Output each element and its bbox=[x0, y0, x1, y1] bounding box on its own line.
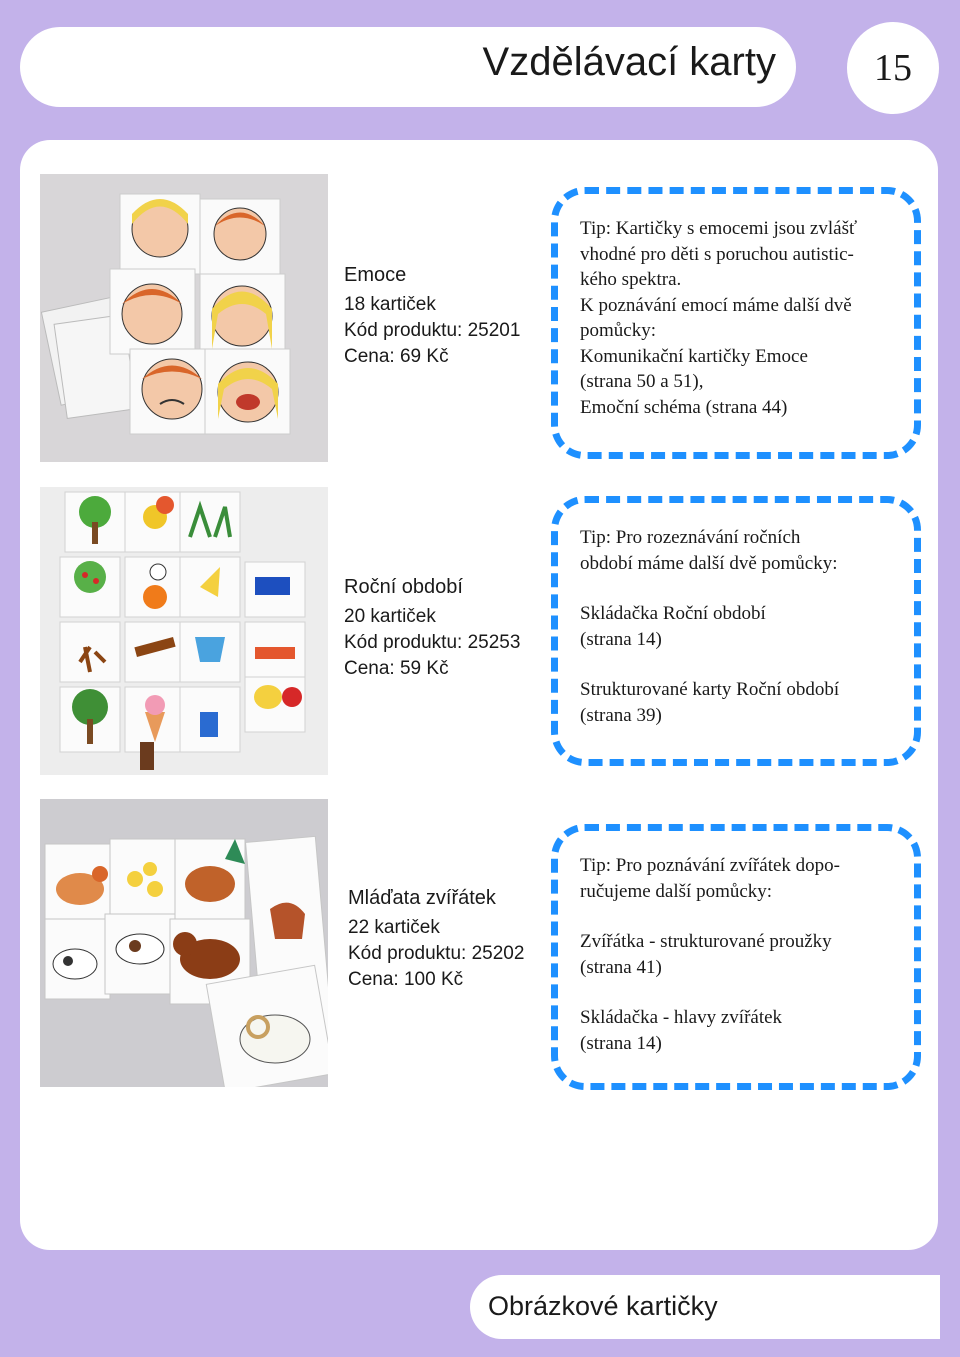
product-rocni-obdobi bbox=[344, 574, 520, 682]
product-code: Kód produktu: 25202 bbox=[348, 943, 525, 964]
tip-line: Zvířátka - strukturované proužky bbox=[580, 931, 832, 952]
tip-line: (strana 50 a 51), bbox=[580, 371, 704, 392]
product-code: Kód produktu: 25253 bbox=[344, 632, 521, 653]
product-mladata-zviratek bbox=[348, 885, 524, 993]
product-count: 20 kartiček bbox=[344, 606, 436, 627]
product-price: Cena: 69 Kč bbox=[344, 346, 449, 367]
tip-line: Tip: Kartičky s emocemi jsou zvlášť bbox=[580, 218, 858, 239]
page-number: 15 bbox=[847, 22, 939, 114]
tip-line: ručujeme další pomůcky: bbox=[580, 880, 773, 902]
tip-box-rocni-obdobi bbox=[551, 496, 921, 766]
tip-line: Tip: Pro poznávání zvířátek dopo- bbox=[580, 855, 840, 876]
tip-line: Komunikační kartičky Emoce bbox=[580, 345, 808, 367]
tip-line: (strana 39) bbox=[580, 704, 662, 726]
animals-cards-photo bbox=[40, 799, 328, 1087]
product-name: Emoce bbox=[344, 264, 407, 286]
tip-line: (strana 14) bbox=[580, 628, 662, 650]
tip-line: Tip: Pro rozeznávání ročních bbox=[580, 527, 801, 548]
product-count: 22 kartiček bbox=[348, 917, 440, 938]
tip-line: vhodné pro děti s poruchou autistic- bbox=[580, 243, 854, 265]
tip-spacer bbox=[580, 904, 890, 929]
product-name: Roční období bbox=[344, 576, 463, 598]
product-code: Kód produktu: 25201 bbox=[344, 320, 521, 341]
tip-box-mladata bbox=[551, 824, 921, 1090]
tip-line: (strana 14) bbox=[580, 1032, 662, 1054]
tip-spacer bbox=[580, 980, 890, 1005]
page-title: Vzdělávací karty bbox=[482, 40, 776, 84]
seasons-cards-photo bbox=[40, 487, 328, 775]
product-price: Cena: 59 Kč bbox=[344, 658, 449, 679]
emotions-cards-photo bbox=[40, 174, 328, 462]
tip-line: období máme další dvě pomůcky: bbox=[580, 552, 838, 574]
tip-line: Skládačka Roční období bbox=[580, 603, 766, 624]
tip-line: Strukturované karty Roční období bbox=[580, 679, 840, 700]
tip-line: (strana 41) bbox=[580, 956, 662, 978]
product-name: Mláďata zvířátek bbox=[348, 887, 496, 909]
tip-line: Skládačka - hlavy zvířátek bbox=[580, 1007, 783, 1028]
footer-label: Obrázkové kartičky bbox=[488, 1291, 718, 1321]
product-count: 18 kartiček bbox=[344, 294, 436, 315]
tip-line: kého spektra. bbox=[580, 269, 682, 290]
tip-spacer bbox=[580, 652, 890, 677]
title-banner bbox=[20, 27, 796, 107]
tip-box-emoce bbox=[551, 187, 921, 459]
tip-line: pomůcky: bbox=[580, 320, 656, 341]
tip-line: K poznávání emocí máme další dvě bbox=[580, 294, 852, 316]
product-emoce bbox=[344, 262, 520, 370]
footer-banner bbox=[470, 1275, 940, 1339]
product-price: Cena: 100 Kč bbox=[348, 969, 464, 990]
tip-line: Emoční schéma (strana 44) bbox=[580, 396, 788, 418]
tip-spacer bbox=[580, 576, 890, 601]
